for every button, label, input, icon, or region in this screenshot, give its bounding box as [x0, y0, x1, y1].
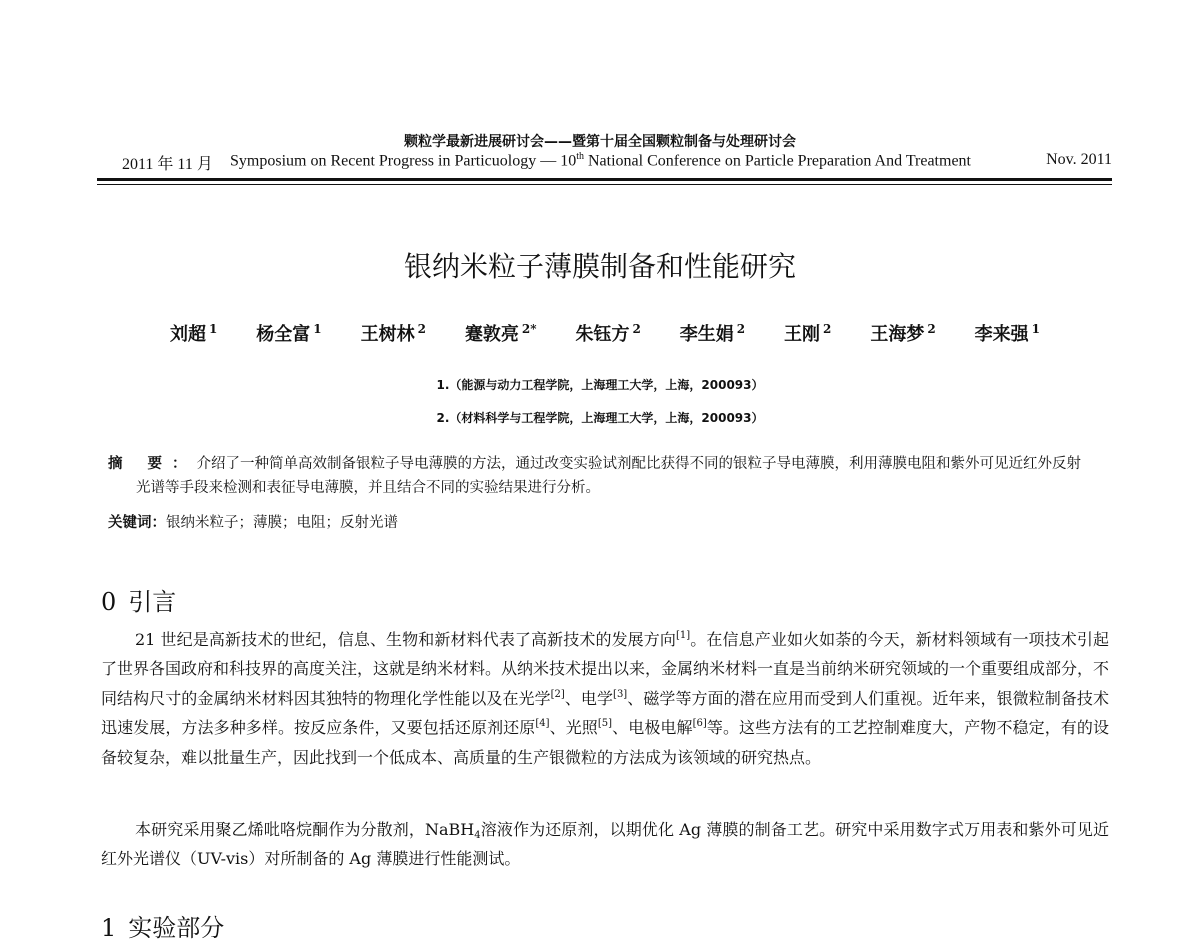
running-header: [122, 151, 1112, 177]
citation: [4]: [535, 718, 550, 730]
author-list: [170, 320, 1040, 350]
abstract-label: 摘 要：: [108, 456, 197, 472]
abstract-text: 介绍了一种简单高效制备银粒子导电薄膜的方法，通过改变实验试剂配比获得不同的银粒子导电薄膜，利用薄膜电阻和紫外可见近红外反射光谱等手段来检测和表征导电薄膜，并且结合不同的实验结果进行分析。: [136, 456, 1082, 496]
citation: [2]: [550, 688, 565, 700]
author: 朱钰方 $^2$: [575, 322, 641, 345]
citation: [1]: [676, 630, 691, 641]
keywords-label: 关键词：: [108, 515, 166, 531]
author: 王刚 $^2$: [784, 322, 832, 345]
section-heading-experimental: 1 实验部分: [101, 914, 225, 942]
intro-paragraph-1: 21 世纪是高新技术的世纪，信息、生物和新材料代表了高新技术的发展方向[1]。在信息产业如火如荼的今天，新材料领域有一项技术引起了世界各国政府和科技界的高度关注，这就是纳米材料。从纳米技术提出以来，金属纳米材料一直是当前纳米研究领域的一个重要组成部分，不同结构尺寸的金属纳米材料因其独特的物理化学性能以及在光学[2]、电学[3]、磁学等方面的潜在应用而受到人们重视。近年来，银微粒制备技术迅速发展，方法多种多样。按反应条件，又要包括还原剂还原[4]、光照[5]、电极电解[6]等。这些方法有的工艺控制难度大，产物不稳定，有的设备较复杂，难以批量生产，因此找到一个低成本、高质量的生产银微粒的方法成为该领域的研究热点。: [101, 630, 1110, 767]
citation: [6]: [692, 718, 707, 730]
conference-title-cn: 颗粒学最新进展研讨会——暨第十届全国颗粒制备与处理研讨会: [404, 134, 796, 150]
author: 杨全富 $^1$: [256, 322, 322, 345]
author: 王树林 $^2$: [360, 322, 426, 345]
conference-title-en: Symposium on Recent Progress in Particuology — 10th National Conference on Particle Preparation And Treatment: [230, 151, 971, 170]
author: 刘超 $^1$: [170, 322, 218, 345]
affiliation-1: 1.（能源与动力工程学院，上海理工大学，上海，200093）: [436, 378, 764, 392]
citation: [5]: [597, 718, 613, 730]
header-date-cn: 2011 年 11 月: [122, 156, 213, 173]
header-rule-thick: [97, 178, 1112, 181]
intro-paragraph-2: 本研究采用聚乙烯吡咯烷酮作为分散剂，NaBH$_4$溶液作为还原剂，以期优化 Ag 薄膜的制备工艺。研究中采用数字式万用表和紫外可见近红外光谱仪（UV-vis）对所制备的 Ag 薄膜进行性能测试。: [101, 820, 1109, 869]
header-date-en: Nov. 2011: [1046, 151, 1112, 168]
affiliation-2: 2.（材料科学与工程学院，上海理工大学，上海，200093）: [436, 411, 764, 425]
author: 王海梦 $^2$: [870, 322, 936, 345]
author: 李来强 $^1$: [974, 322, 1040, 345]
keywords: [108, 511, 1108, 535]
citation: [3]: [613, 688, 628, 700]
keywords-text: 银纳米粒子；薄膜；电阻；反射光谱: [166, 515, 398, 531]
header-rule-thin: [97, 184, 1112, 185]
author: 李生娟 $^2$: [679, 322, 746, 345]
paper-title: 银纳米粒子薄膜制备和性能研究: [403, 250, 796, 283]
author: 蹇敦亮 $^{2*}$: [464, 322, 537, 345]
section-heading-introduction: 0 引言: [101, 588, 177, 616]
abstract: [108, 452, 1088, 500]
